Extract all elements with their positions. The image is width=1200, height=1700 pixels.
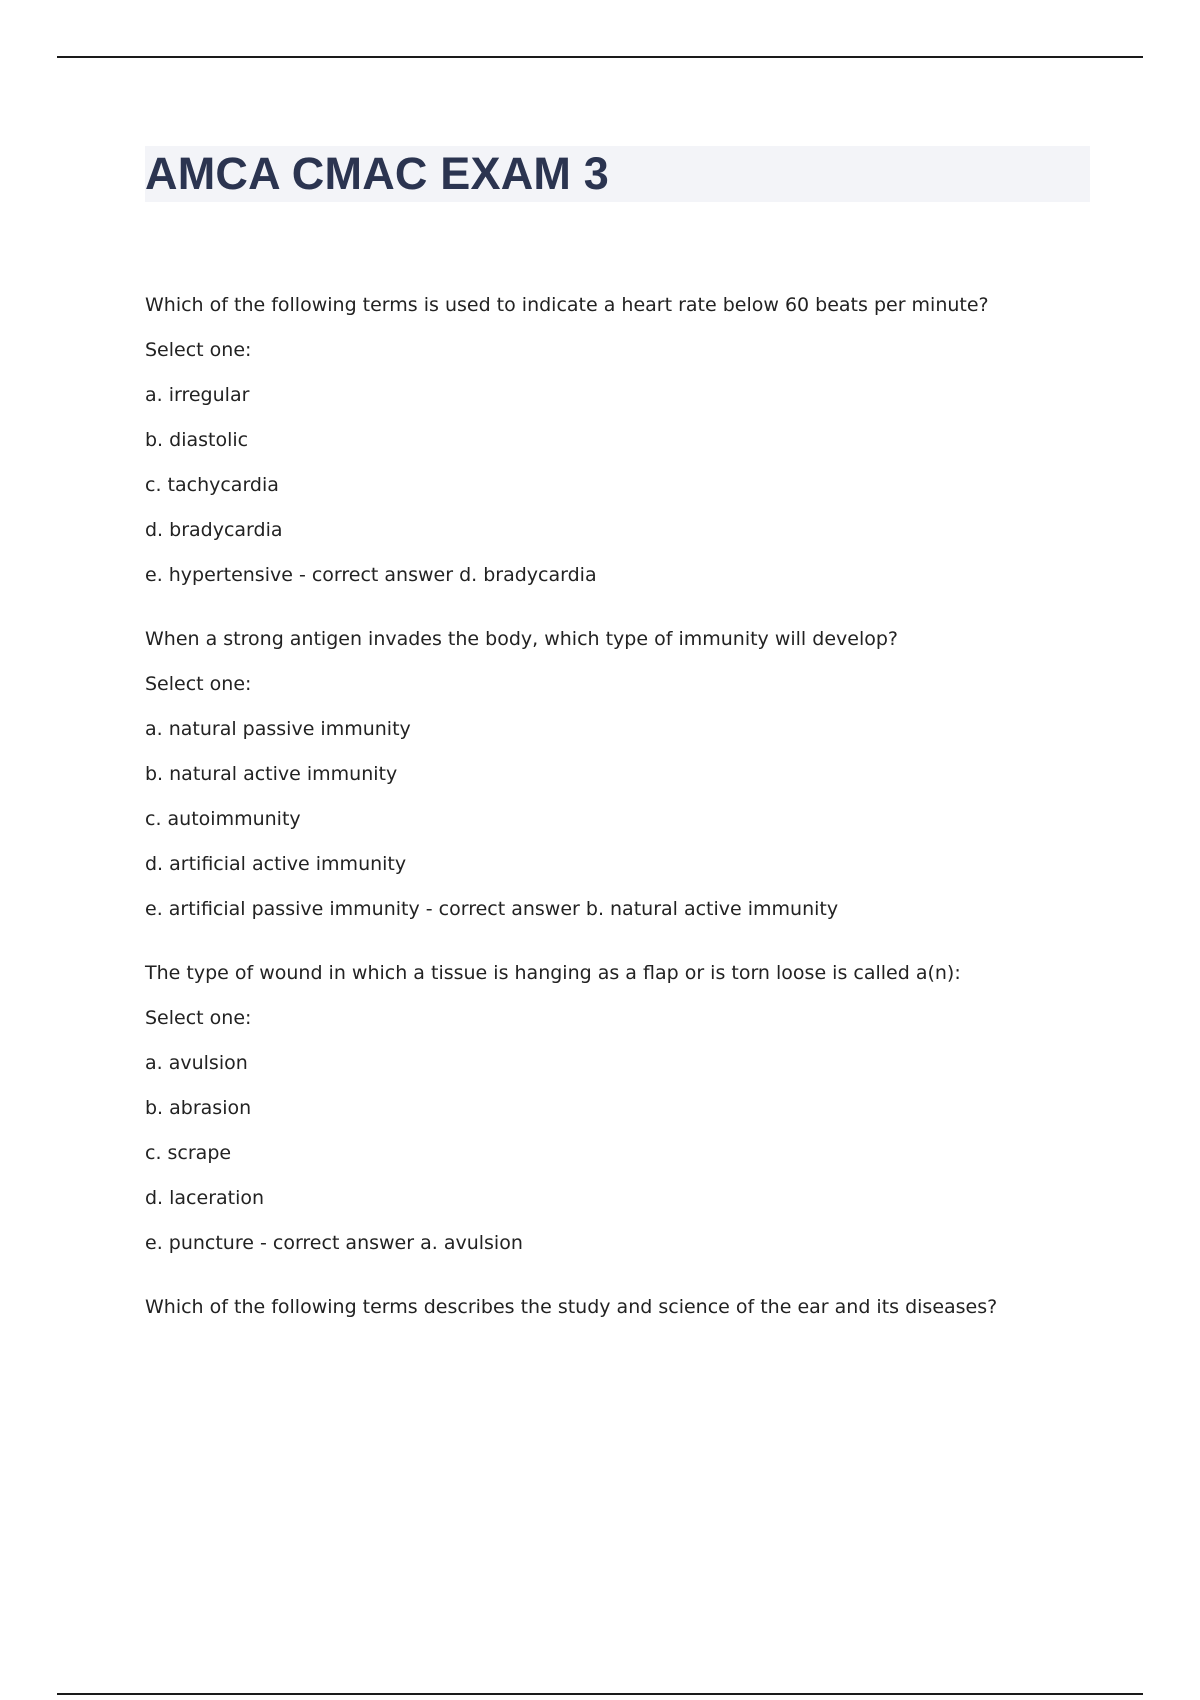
answer-option-a: a. irregular [145,384,250,406]
question-prompt: Select one: [145,339,252,361]
answer-option-e: e. puncture - correct answer a. avulsion [145,1232,523,1254]
answer-option-b: b. natural active immunity [145,763,398,785]
question-list [145,293,1085,1359]
question-1 [145,293,1085,588]
answer-option-e: e. hypertensive - correct answer d. bradycardia [145,564,597,586]
answer-option-a: a. natural passive immunity [145,718,411,740]
question-stem: The type of wound in which a tissue is hanging as a flap or is torn loose is called a(n): [145,962,961,984]
question-prompt: Select one: [145,673,252,695]
answer-option-d: d. bradycardia [145,519,283,541]
question-stem: When a strong antigen invades the body, which type of immunity will develop? [145,628,898,650]
header-rule [57,56,1143,58]
answer-option-b: b. abrasion [145,1097,252,1119]
answer-option-e: e. artificial passive immunity - correct answer b. natural active immunity [145,898,839,920]
question-3 [145,961,1085,1256]
question-prompt: Select one: [145,1007,252,1029]
question-2 [145,627,1085,922]
answer-option-c: c. autoimmunity [145,808,301,830]
answer-option-a: a. avulsion [145,1052,248,1074]
answer-option-c: c. tachycardia [145,474,279,496]
footer-rule [57,1693,1143,1695]
answer-option-c: c. scrape [145,1142,232,1164]
answer-option-d: d. artificial active immunity [145,853,407,875]
document-title: AMCA CMAC EXAM 3 [145,148,610,199]
question-stem: Which of the following terms describes the study and science of the ear and its diseases? [145,1296,998,1318]
answer-option-b: b. diastolic [145,429,249,451]
question-4 [145,1295,1085,1320]
question-stem: Which of the following terms is used to indicate a heart rate below 60 beats per minute? [145,294,989,316]
answer-option-d: d. laceration [145,1187,265,1209]
